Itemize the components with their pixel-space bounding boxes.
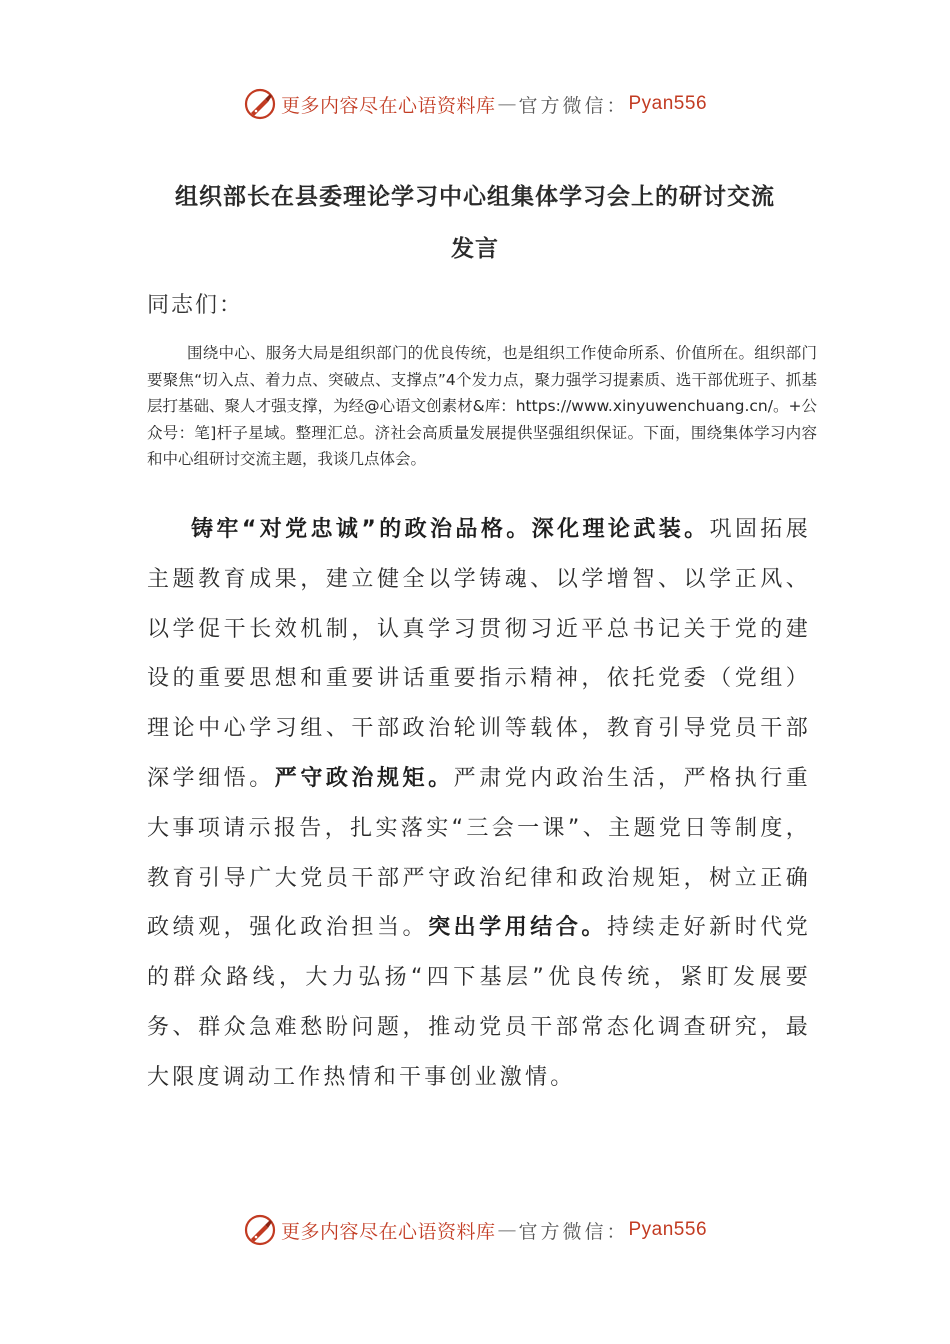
pen-nib-logo-icon <box>243 1213 277 1247</box>
intro-paragraph: 围绕中心、服务大局是组织部门的优良传统，也是组织工作使命所系、价值所在。组织部门要聚焦“切入点、着力点、突破点、支撑点”4个发力点，聚力强学习提素质、选干部优班子、抓基层打基础、聚人才强支撑，为经@心语文创素材&库：https://www.xinyuwenchuang.cn/。+公众号：笔]杆子星域。整理汇总。济社会高质量发展提供坚强组织保证。下面，围绕集体学习内容和中心组研讨交流主题，我谈几点体会。 <box>147 344 817 468</box>
subsection-text-3: 持续走好新时代党的群众路线，大力弘扬“四下基层”优良传统，紧盯发展要务、群众急难愁盼问题，推动党员干部常态化调查研究，最大限度调动工作热情和干事创业激情。 <box>147 915 811 1090</box>
subsection-text-1: 巩固拓展主题教育成果，建立健全以学铸魂、以学增智、以学正风、以学促干长效机制，认真学习贯彻习近平总书记关于党的建设的重要思想和重要讲话重要指示精神，依托党委（党组）理论中心学习组、干部政治轮训等载体，教育引导党员干部深学细悟。 <box>147 517 811 791</box>
document-title-line-1: 组织部长在县委理论学习中心组集体学习会上的研讨交流 <box>175 184 775 210</box>
section-heading: 铸牢“对党忠诚”的政治品格。 <box>191 517 532 542</box>
header-banner <box>0 84 950 124</box>
salutation: 同志们： <box>147 293 244 318</box>
banner-text: 更多内容尽在心语资料库 <box>280 1220 496 1243</box>
body-paragraph <box>147 505 811 1103</box>
banner-dash: — <box>497 1219 517 1241</box>
footer-banner <box>0 1210 950 1250</box>
document-title-line-2: 发言 <box>451 236 499 262</box>
banner-text: 更多内容尽在心语资料库 <box>280 94 496 117</box>
banner-official-label: 官方微信： <box>518 1220 629 1243</box>
subsection-title-1: 深化理论武装。 <box>531 517 710 542</box>
banner-wechat-id: Pyan556 <box>628 93 708 114</box>
banner-wechat-id: Pyan556 <box>628 1219 708 1240</box>
banner-official-label: 官方微信： <box>518 94 629 117</box>
subsection-text-2: 严肃党内政治生活，严格执行重大事项请示报告，扎实落实“三会一课”、主题党日等制度，教育引导广大党员干部严守政治纪律和政治规矩，树立正确政绩观，强化政治担当。 <box>147 765 811 941</box>
subsection-title-3: 突出学用结合。 <box>428 915 607 941</box>
subsection-title-2: 严守政治规矩。 <box>274 765 454 791</box>
pen-nib-logo-icon <box>243 87 277 121</box>
banner-dash: — <box>497 93 517 115</box>
